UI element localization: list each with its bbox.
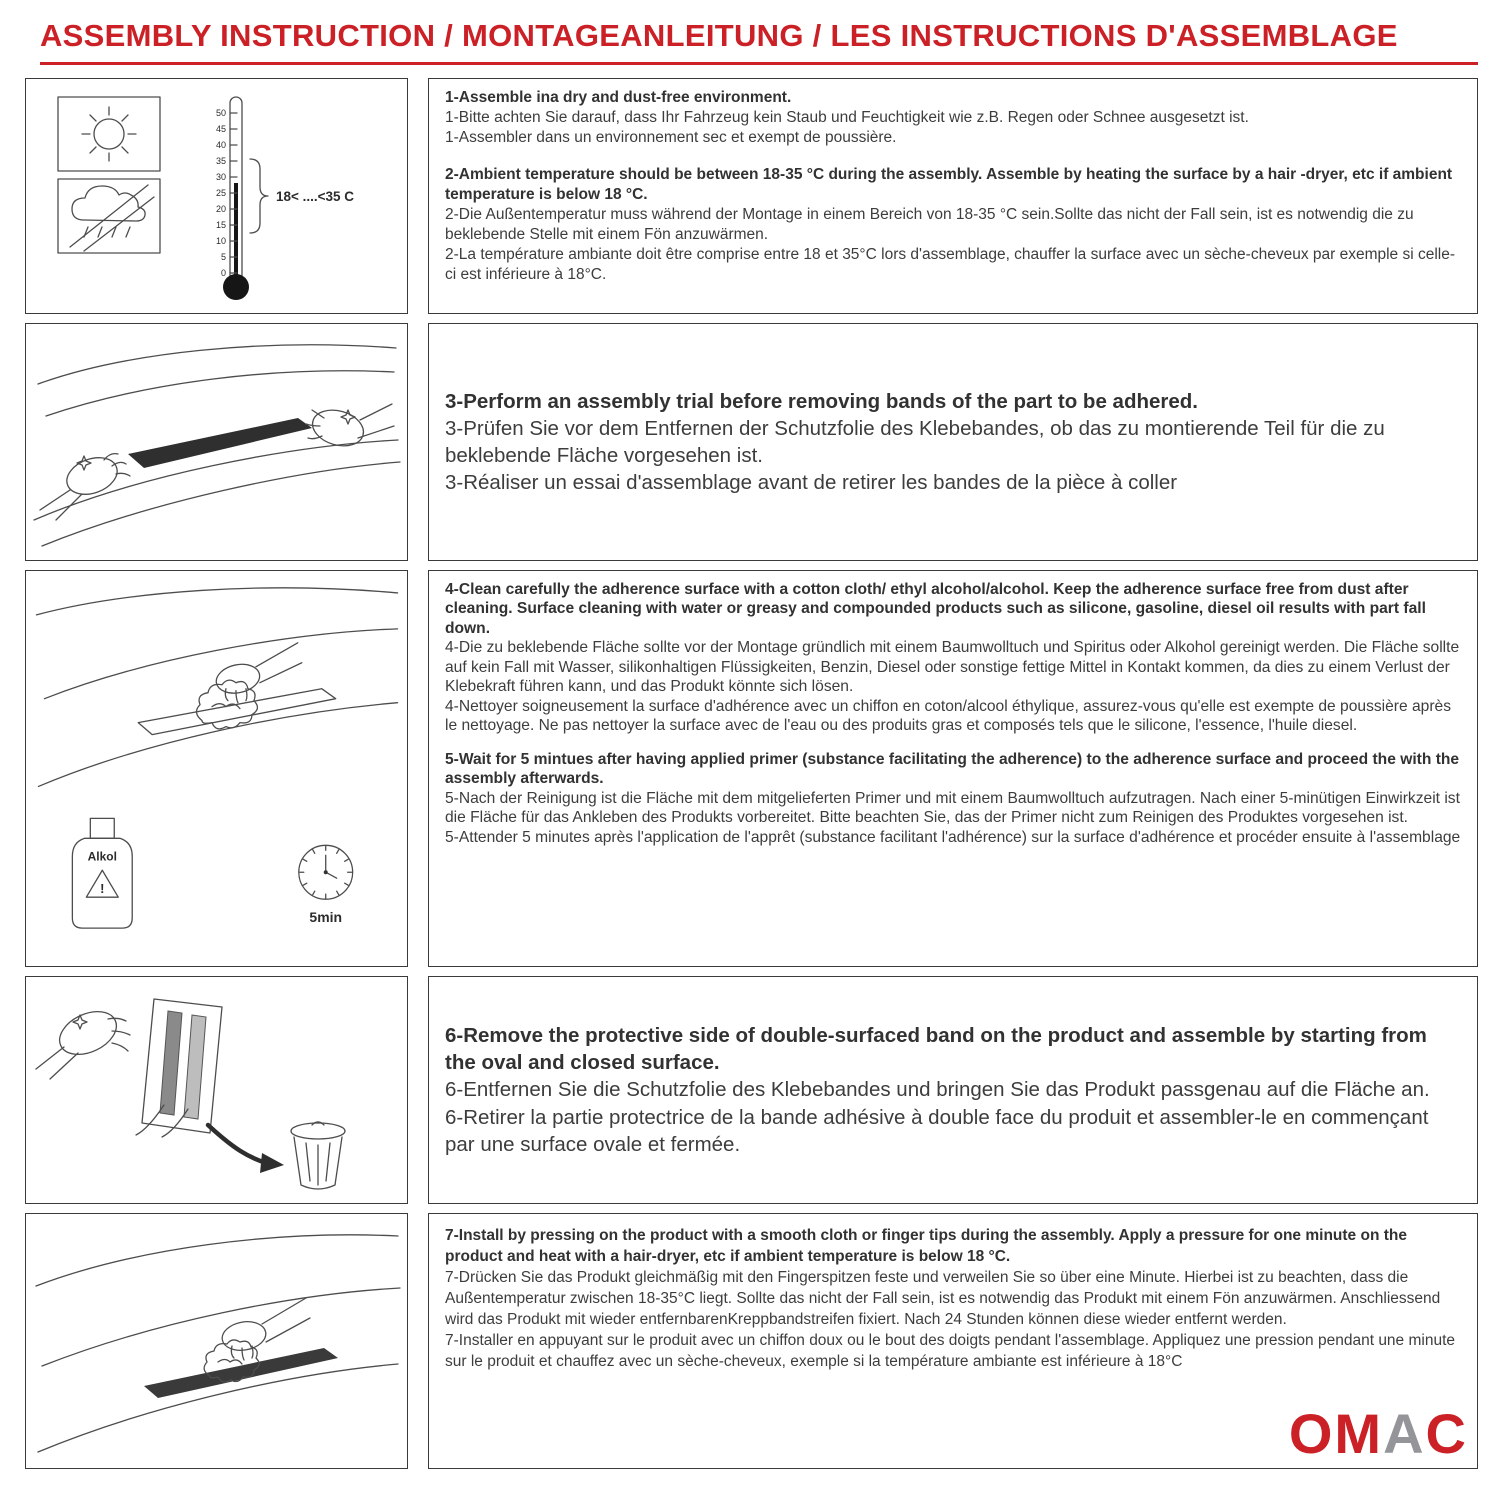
step-text-6 bbox=[428, 976, 1478, 1204]
temperature-range-brace bbox=[250, 159, 268, 233]
holding-hand-sketch bbox=[36, 1003, 130, 1079]
omac-logo bbox=[1288, 1402, 1468, 1465]
step4-en: 4-Clean carefully the adherence surface with a cotton cloth/ ethyl alcohol/alcohol. Keep the adherence surface free from dust after cleaning. Surface cleaning with water or greasy and compounded products such as silicone, gasoline, diesel oil results with part fall down. bbox=[445, 581, 1426, 637]
step-row-4 bbox=[25, 976, 1478, 1204]
door-sill-sketch bbox=[36, 588, 397, 787]
step4-de: 4-Die zu beklebende Fläche sollte vor der Montage gründlich mit einem Baumwolltuch und Spiritus oder Alkohol gereinigt werden. Die Fläche sollte auf kein Fall mit Wasser, silikonhaltigen Flüssigkeiten, Benzin, Diesel oder sonstige fettige Mittel in Kontakt kommen, da dies zu einem Verlust der Klebekraft führen kann, und das Produkt könnte sich lösen. bbox=[445, 639, 1460, 696]
step-row-5 bbox=[25, 1213, 1478, 1469]
thermometer-icon bbox=[216, 97, 249, 300]
step7-en: 7-Install by pressing on the product with a smooth cloth or finger tips during the assembly. Apply a pressure for one minute on the product and heat with a hair-dryer, etc if ambient temperature is below 18 °C. bbox=[445, 1227, 1407, 1265]
step2-de: 2-Die Außentemperatur muss während der Montage in einem Bereich von 18-35 °C sein.Sollte das nicht der Fall sein, ist es notwendig die zu beklebende Stelle mit einem Fön anzuwärmen. bbox=[445, 206, 1414, 243]
step6-en: 6-Remove the protective side of double-surfaced band on the product and assemble by starting from the oval and closed surface. bbox=[445, 1023, 1427, 1075]
cleaning-illustration bbox=[26, 571, 407, 966]
step2-en: 2-Ambient temperature should be between 18-35 °C during the assembly. Assemble by heating the surface by a hair -dryer, etc if ambient temperature is below 18 °C. bbox=[445, 166, 1453, 204]
illustration-box-trial bbox=[25, 323, 408, 561]
step1-fr: 1-Assembler dans un environnement sec et exempt de poussière. bbox=[445, 128, 897, 146]
step1-de: 1-Bitte achten Sie darauf, dass Ihr Fahrzeug kein Staub und Feuchtigkeit wie z.B. Regen oder Schnee ausgesetzt ist. bbox=[445, 108, 1249, 126]
step-text-1 bbox=[428, 78, 1478, 314]
clock-icon bbox=[299, 845, 353, 925]
scale-tick: 20 bbox=[215, 204, 226, 214]
step-row-1 bbox=[25, 78, 1478, 314]
scale-tick: 30 bbox=[215, 172, 226, 182]
environment-illustration bbox=[26, 79, 407, 313]
logo-part-c: C bbox=[1425, 1402, 1468, 1465]
step5-en: 5-Wait for 5 mintues after having applied primer (substance facilitating the adherence) to the adherence surface and proceed the with the assembly afterwards. bbox=[445, 750, 1460, 788]
logo-part-a: A bbox=[1383, 1402, 1426, 1465]
illustration-box-press bbox=[25, 1213, 408, 1469]
clock-label: 5min bbox=[309, 909, 343, 926]
step6-fr: 6-Retirer la partie protectrice de la bande adhésive à double face du produit et assembler-le en commençant par une surface ovale et fermée. bbox=[445, 1105, 1429, 1156]
door-sill-sketch bbox=[36, 1235, 400, 1452]
scale-tick: 0 bbox=[220, 268, 226, 278]
step-row-3 bbox=[25, 570, 1478, 967]
scale-tick: 15 bbox=[215, 220, 226, 230]
step1-en: 1-Assemble ina dry and dust-free environment. bbox=[445, 89, 792, 106]
illustration-box-environment bbox=[25, 78, 408, 314]
warning-mark: ! bbox=[100, 881, 105, 897]
temperature-range-label: 18< ....<35 C bbox=[276, 189, 355, 204]
trim-strip bbox=[128, 418, 312, 468]
bottle-label: Alkol bbox=[87, 849, 117, 864]
step5-de: 5-Nach der Reinigung ist die Fläche mit dem mitgelieferten Primer und mit einem Baumwolltuch aufzutragen. Nach einer 5-minütigen Einwirkzeit ist die Fläche für das Ankleben des Produkts vorbereitet. Bitte beachten Sie, das der Primer nicht zum Reinigen des Produktes vorgesehen ist. bbox=[445, 789, 1460, 827]
trash-can-icon bbox=[291, 1122, 345, 1189]
step4-fr: 4-Nettoyer soigneusement la surface d'adhérence avec un chiffon en coton/alcool éthylique, assurez-vous qu'elle est exempte de poussière après le nettoyage. Ne pas nettoyer la surface avec de l'eau ou des produits gras et composés tels que le silicone, l'essence, l'huile diesel. bbox=[445, 697, 1452, 735]
step7-fr: 7-Installer en appuyant sur le produit avec un chiffon doux ou le bout des doigts pendant l'assemblage. Appliquez une pression pendant une minute sur le produit et chauffez avec un sèche-cheveux, exemple si la température ambiante est inférieure à 18°C bbox=[445, 1331, 1456, 1370]
scale-tick: 5 bbox=[220, 252, 226, 262]
page-title: ASSEMBLY INSTRUCTION / MONTAGEANLEITUNG / LES INSTRUCTIONS D'ASSEMBLAGE bbox=[40, 18, 1398, 53]
scale-tick: 50 bbox=[215, 108, 226, 118]
step3-fr: 3-Réaliser un essai d'assemblage avant de retirer les bandes de la pièce à coller bbox=[445, 471, 1178, 495]
assembly-trial-illustration bbox=[26, 324, 407, 560]
sun-icon bbox=[58, 97, 160, 171]
step3-de: 3-Prüfen Sie vor dem Entfernen der Schutzfolie des Klebebandes, ob das zu montierende Teil für die zu beklebende Fläche vorgesehen ist. bbox=[445, 416, 1385, 467]
step7-de: 7-Drücken Sie das Produkt gleichmäßig mit den Fingerspitzen feste und verweilen Sie so über eine Minute. Hierbei ist zu beachten, dass die Außentemperatur zwischen 18-35°C liegt. Sollte das nicht der Fall sein, ist es notwendig das Produkt mit einem Fön anzuwärmen. Anschliessend wird das Produkt mit wieder entfernbarenKreppbandstreifen fixiert. Nach 24 Stunden können diese wieder entfernt werden. bbox=[445, 1268, 1441, 1328]
arrow-icon bbox=[208, 1125, 284, 1173]
title-underline bbox=[40, 62, 1478, 65]
no-rain-icon bbox=[58, 179, 160, 253]
step-text-4-5 bbox=[428, 570, 1478, 967]
step6-de: 6-Entfernen Sie die Schutzfolie des Klebebandes und bringen Sie das Produkt passgenau auf die Fläche an. bbox=[445, 1078, 1430, 1102]
scale-tick: 40 bbox=[215, 140, 226, 150]
logo-part-om: OM bbox=[1288, 1402, 1384, 1465]
illustration-box-band bbox=[25, 976, 408, 1204]
step-text-3 bbox=[428, 323, 1478, 561]
press-install-illustration bbox=[26, 1214, 407, 1468]
step-row-2 bbox=[25, 323, 1478, 561]
illustration-box-cleaning bbox=[25, 570, 408, 967]
band-removal-illustration bbox=[26, 977, 407, 1203]
scale-tick: 35 bbox=[215, 156, 226, 166]
scale-tick: 25 bbox=[215, 188, 226, 198]
step5-fr: 5-Attender 5 minutes après l'application de l'apprêt (substance facilitant l'adhérence) sur la surface d'adhérence et procéder ensuite à l'assemblage bbox=[445, 828, 1461, 846]
trim-strip bbox=[144, 1348, 338, 1398]
scale-tick: 45 bbox=[215, 124, 226, 134]
right-hand-sketch bbox=[306, 404, 394, 452]
step3-en: 3-Perform an assembly trial before removing bands of the part to be adhered. bbox=[445, 389, 1198, 413]
scale-tick: 10 bbox=[215, 236, 226, 246]
left-hand-sketch bbox=[40, 451, 130, 520]
product-panel-sketch bbox=[136, 999, 222, 1137]
step2-fr: 2-La température ambiante doit être comprise entre 18 et 35°C lors d'assemblage, chauffer la surface avec un sèche-cheveux par exemple si celle-ci est inférieure à 18°C. bbox=[445, 245, 1456, 283]
alcohol-bottle-icon bbox=[72, 818, 132, 928]
